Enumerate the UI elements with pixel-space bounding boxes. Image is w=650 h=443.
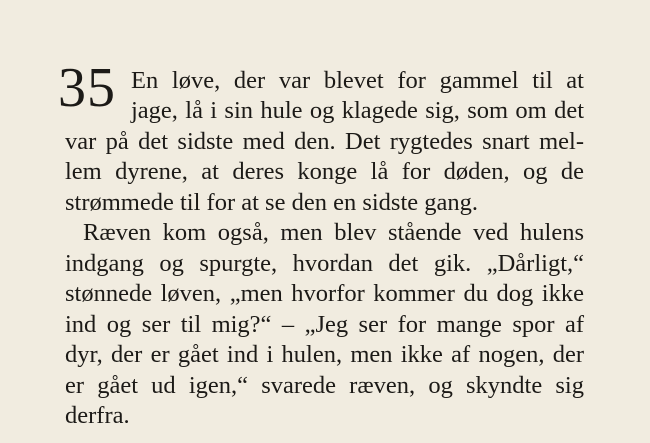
fable-number: 35	[58, 57, 116, 119]
paragraph-2-line: ind og ser til mig?“ – „Jeg ser for mange spor af	[65, 311, 584, 338]
paragraph-1-line: strømmede til for at se den en sidste gang.	[65, 189, 478, 216]
paragraph-1-line: var på det sidste med den. Det rygtedes snart mel-	[65, 128, 584, 155]
paragraph-2-line: indgang og spurgte, hvordan det gik. „Dårligt,“	[65, 250, 584, 277]
paragraph-2-line: Ræven kom også, men blev stående ved hulens	[83, 219, 584, 246]
paragraph-1-line: lem dyrene, at deres konge lå for døden, og de	[65, 158, 584, 185]
paragraph-2-line: dyr, der er gået ind i hulen, men ikke af nogen, der	[65, 341, 584, 368]
paragraph-2-line: derfra.	[65, 402, 130, 429]
paragraph-1-line: En løve, der var blevet for gammel til at	[131, 67, 584, 94]
paragraph-1-line: jage, lå i sin hule og klagede sig, som om det	[131, 97, 584, 124]
paragraph-2-line: er gået ud igen,“ svarede ræven, og skyndte sig	[65, 372, 584, 399]
paragraph-2-line: stønnede løven, „men hvorfor kommer du dog ikke	[65, 280, 584, 307]
